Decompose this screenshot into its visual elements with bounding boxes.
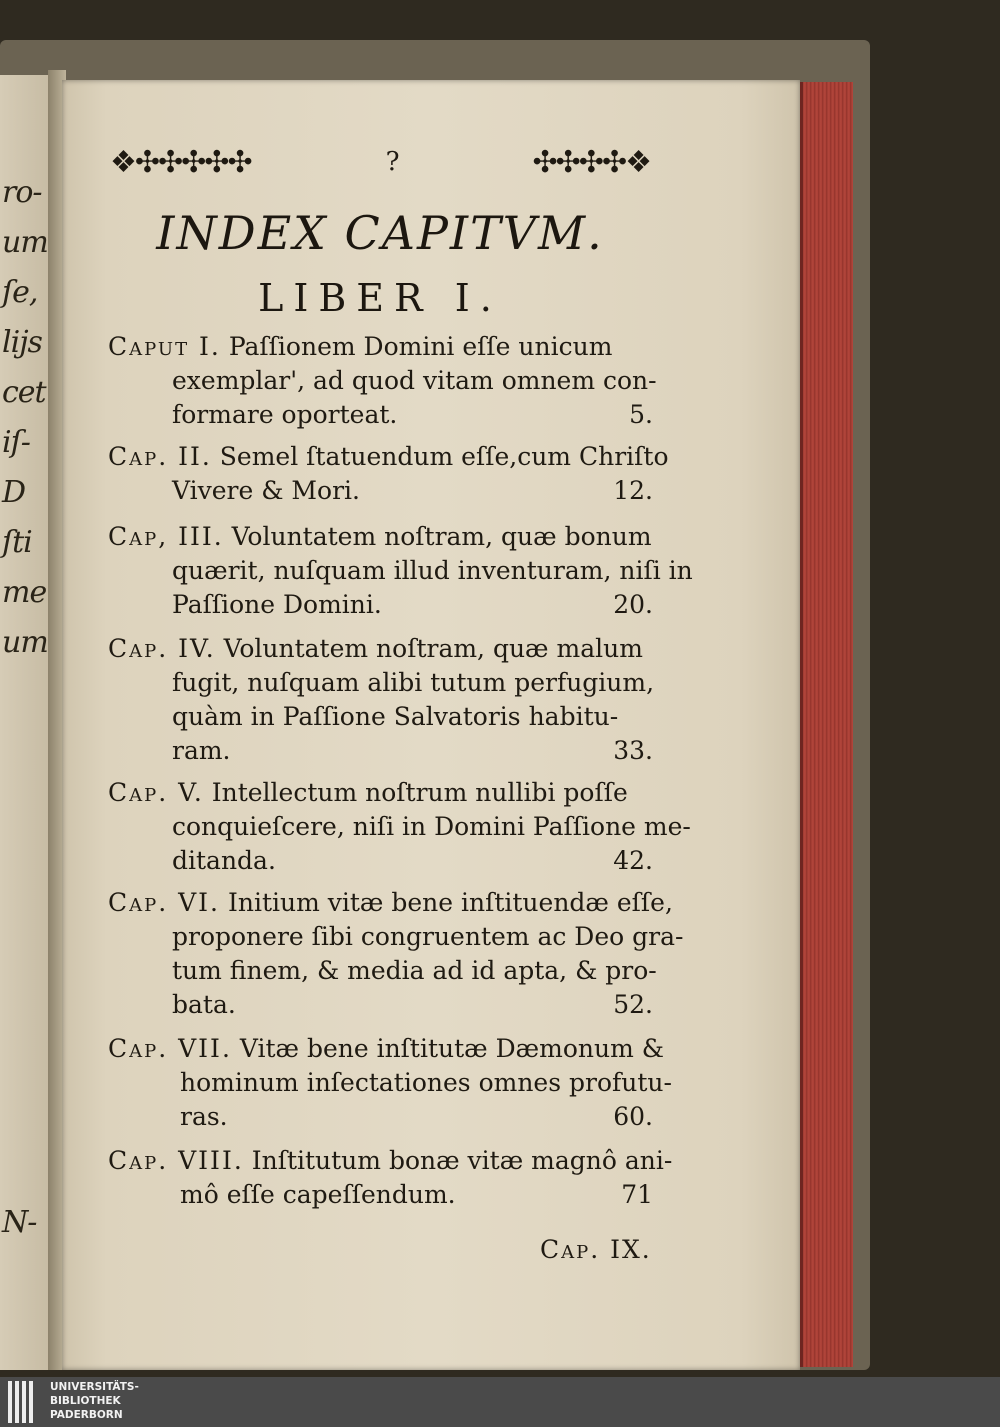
page-number: 20. bbox=[613, 590, 653, 619]
page-number: 71 bbox=[621, 1180, 653, 1209]
index-entry bbox=[108, 520, 693, 622]
chapter-label: Cap. II. bbox=[108, 442, 212, 471]
book-heading: LIBER I. bbox=[258, 276, 502, 320]
entry-line: Initium vitæ bene inſtituendæ eſſe, bbox=[227, 888, 673, 917]
index-entry bbox=[108, 886, 684, 1022]
entry-line: bata. bbox=[172, 990, 236, 1019]
entry-line: Voluntatem noſtram, quæ bonum bbox=[231, 522, 652, 551]
ornament-center: ? bbox=[385, 147, 398, 177]
page-title: INDEX CAPITVM. bbox=[156, 206, 604, 260]
index-entry bbox=[108, 1144, 673, 1212]
left-fragment: ſti bbox=[2, 525, 32, 560]
page-number: 60. bbox=[613, 1102, 653, 1131]
left-fragment: lijs bbox=[2, 325, 42, 360]
entry-line: Semel ſtatuendum eſſe,cum Chriſto bbox=[219, 442, 669, 471]
library-line: BIBLIOTHEK bbox=[50, 1395, 121, 1407]
left-fragment: um bbox=[2, 625, 48, 660]
library-logo-icon bbox=[8, 1381, 36, 1423]
left-fragment: N- bbox=[2, 1205, 37, 1240]
entry-line: Vitæ bene inſtitutæ Dæmonum & bbox=[239, 1034, 665, 1063]
entry-line: conquieſcere, niſi in Domini Paſſione me- bbox=[172, 812, 691, 841]
entry-line: ram. bbox=[172, 736, 231, 765]
left-fragment: D bbox=[2, 475, 26, 510]
entry-line: proponere ſibi congruentem ac Deo gra- bbox=[172, 922, 684, 951]
library-line: UNIVERSITÄTS- bbox=[50, 1381, 139, 1393]
index-entry bbox=[108, 632, 653, 768]
entry-line: mô eſſe capeſſendum. bbox=[180, 1180, 456, 1209]
entry-line: Paſſionem Domini eſſe unicum bbox=[228, 332, 613, 361]
chapter-label: Cap. VI. bbox=[108, 888, 221, 917]
entry-line: ras. bbox=[180, 1102, 228, 1131]
left-fragment: iſ- bbox=[2, 425, 30, 460]
left-page bbox=[0, 75, 52, 1370]
page-number: 52. bbox=[613, 990, 653, 1019]
left-fragment: um bbox=[2, 225, 48, 260]
page-edges bbox=[800, 82, 853, 1367]
chapter-label: Cap, III. bbox=[108, 522, 224, 551]
library-name bbox=[50, 1380, 139, 1422]
entry-line: Voluntatem noſtram, quæ malum bbox=[223, 634, 643, 663]
entry-line: Intellectum noſtrum nullibi poſſe bbox=[211, 778, 628, 807]
entry-line: quærit, nuſquam illud inventuram, niſi in bbox=[172, 556, 693, 585]
chapter-label: Cap. VIII. bbox=[108, 1146, 244, 1175]
page-number: 33. bbox=[613, 736, 653, 765]
chapter-label: Caput I. bbox=[108, 332, 221, 361]
index-entry bbox=[108, 776, 691, 878]
library-footer bbox=[0, 1377, 1000, 1427]
headpiece-ornament bbox=[110, 140, 650, 184]
entry-line: quàm in Paſſione Salvatoris habitu- bbox=[172, 702, 619, 731]
chapter-label: Cap. VII. bbox=[108, 1034, 232, 1063]
index-entry bbox=[108, 440, 669, 508]
chapter-label: Cap. IV. bbox=[108, 634, 216, 663]
ornament-right: ✣✣✣✣❖ bbox=[532, 144, 650, 180]
left-fragment: me bbox=[2, 575, 47, 610]
library-line: PADERBORN bbox=[50, 1409, 123, 1421]
index-entry bbox=[108, 1032, 672, 1134]
index-entry bbox=[108, 330, 657, 432]
entry-line: Inſtitutum bonæ vitæ magnô ani- bbox=[251, 1146, 673, 1175]
entry-line: hominum inſectationes omnes profutu- bbox=[180, 1068, 672, 1097]
left-fragment: ro- bbox=[2, 175, 42, 210]
entry-line: Vivere & Mori. bbox=[172, 476, 360, 505]
left-fragment: ſe, bbox=[2, 275, 38, 310]
entry-line: tum finem, & media ad id apta, & pro- bbox=[172, 956, 657, 985]
chapter-label: Cap. V. bbox=[108, 778, 204, 807]
left-fragment: cet bbox=[2, 375, 46, 410]
entry-line: exemplar', ad quod vitam omnem con- bbox=[172, 366, 657, 395]
entry-line: formare oporteat. bbox=[172, 400, 398, 429]
catchword: Cap. IX. bbox=[540, 1235, 652, 1264]
entry-line: ditanda. bbox=[172, 846, 276, 875]
entry-line: fugit, nuſquam alibi tutum perfugium, bbox=[172, 668, 655, 697]
entry-line: Paſſione Domini. bbox=[172, 590, 382, 619]
page-number: 12. bbox=[613, 476, 653, 505]
ornament-left: ❖✣✣✣✣✣ bbox=[110, 144, 251, 180]
page-number: 5. bbox=[629, 400, 653, 429]
page-number: 42. bbox=[613, 846, 653, 875]
